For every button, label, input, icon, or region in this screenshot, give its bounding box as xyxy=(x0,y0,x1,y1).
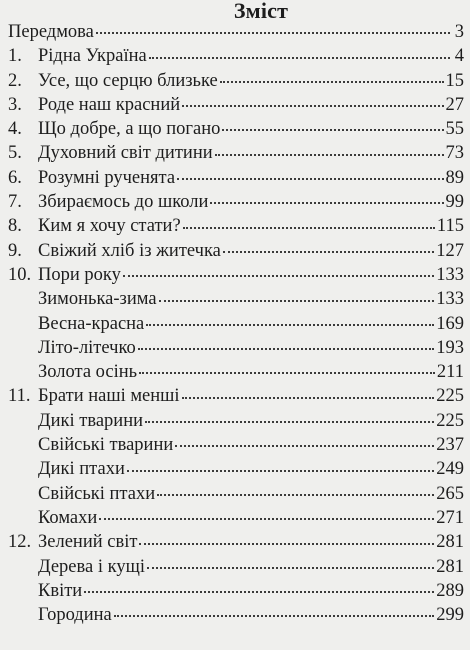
toc-entry-number: 1. xyxy=(8,46,22,67)
toc-page-number: 281 xyxy=(436,532,464,553)
toc-entry xyxy=(8,166,464,190)
toc-subentry xyxy=(8,506,464,530)
toc-entry-label: Роде наш красний xyxy=(38,94,181,115)
toc-page-number: 27 xyxy=(445,94,464,115)
dot-leader xyxy=(147,567,434,569)
toc-entry-label: Свійські птахи xyxy=(38,483,156,504)
toc-page-number: 133 xyxy=(436,264,464,285)
toc-page-number: 15 xyxy=(445,70,464,91)
toc-entry xyxy=(8,263,464,287)
toc-entry xyxy=(8,93,464,117)
toc-entry-number: 4. xyxy=(8,119,22,140)
dot-leader xyxy=(149,57,450,59)
toc-page-number: 193 xyxy=(436,337,464,358)
toc-entry-label: Передмова xyxy=(8,22,94,42)
toc-page-number: 249 xyxy=(436,459,464,480)
toc-subentry xyxy=(8,287,464,311)
dot-leader xyxy=(182,397,435,399)
toc-page-number: 299 xyxy=(436,605,464,626)
toc-subentry xyxy=(8,555,464,579)
toc-subentry xyxy=(8,433,464,457)
toc-entry-label: Усе, що серцю близьке xyxy=(38,70,218,91)
toc-entry-number: 2. xyxy=(8,70,22,91)
toc-entry xyxy=(8,141,464,165)
dot-leader xyxy=(139,543,434,545)
toc-page-number: 281 xyxy=(436,556,464,577)
toc-page-number: 133 xyxy=(436,289,464,310)
table-of-contents xyxy=(8,20,464,627)
toc-subentry xyxy=(8,409,464,433)
dot-leader xyxy=(220,81,444,83)
dot-leader xyxy=(222,129,443,131)
toc-subentry xyxy=(8,457,464,481)
toc-page-number: 73 xyxy=(445,143,464,164)
toc-entry-label: Ким я хочу стати? xyxy=(38,216,181,237)
toc-entry-label: Розумні рученята xyxy=(38,167,176,188)
toc-entry-number: 5. xyxy=(8,143,22,164)
dot-leader xyxy=(145,421,434,423)
dot-leader xyxy=(123,275,434,277)
toc-subentry xyxy=(8,603,464,627)
toc-entry-label: Городина xyxy=(38,605,112,626)
toc-subentry xyxy=(8,482,464,506)
toc-entry-label: Дерева і кущі xyxy=(38,556,145,577)
toc-entry xyxy=(8,239,464,263)
toc-entry-label: Пори року xyxy=(38,264,121,285)
toc-page-number: 4 xyxy=(454,46,464,67)
toc-entry-label: Квіти xyxy=(38,580,83,601)
dot-leader xyxy=(146,324,434,326)
toc-page-number: 55 xyxy=(445,119,464,140)
dot-leader xyxy=(127,470,434,472)
toc-entry xyxy=(8,384,464,408)
toc-subentry xyxy=(8,336,464,360)
toc-entry-number: 12. xyxy=(8,532,32,553)
toc-entry-label: Збираємось до школи xyxy=(38,192,209,213)
toc-page-number: 237 xyxy=(436,435,464,456)
toc-entry-label: Літо-літечко xyxy=(38,337,136,358)
toc-entry-label: Рідна Україна xyxy=(38,46,147,67)
toc-entry xyxy=(8,69,464,93)
toc-entry xyxy=(8,44,464,68)
dot-leader xyxy=(114,615,435,617)
toc-entry xyxy=(8,214,464,238)
dot-leader xyxy=(182,105,443,107)
toc-entry-label: Комахи xyxy=(38,507,98,528)
toc-entry-number: 3. xyxy=(8,94,22,115)
dot-leader xyxy=(210,202,443,204)
toc-page-number: 89 xyxy=(445,167,464,188)
page-title: Зміст xyxy=(233,0,289,23)
dot-leader xyxy=(84,591,434,593)
toc-entry-label: Що добре, а що погано xyxy=(38,119,221,140)
dot-leader xyxy=(157,494,434,496)
toc-entry-label: Духовний світ дитини xyxy=(38,143,213,164)
toc-subentry xyxy=(8,312,464,336)
toc-entry-label: Дикі птахи xyxy=(38,459,125,480)
toc-entry-label: Брати наші менші xyxy=(38,386,180,407)
toc-entry xyxy=(8,190,464,214)
dot-leader xyxy=(215,154,444,156)
dot-leader xyxy=(99,518,434,520)
dot-leader xyxy=(139,372,435,374)
dot-leader xyxy=(159,300,435,302)
toc-entry-label: Дикі тварини xyxy=(38,410,144,431)
toc-subentry xyxy=(8,360,464,384)
toc-entry-label: Свіжий хліб із житечка xyxy=(38,240,221,261)
dot-leader xyxy=(175,445,434,447)
toc-entry-label: Зимонька-зима xyxy=(38,289,157,310)
dot-leader xyxy=(96,32,450,34)
toc-entry-number: 8. xyxy=(8,216,22,237)
toc-page-number: 115 xyxy=(436,216,464,237)
toc-entry-number: 10. xyxy=(8,264,32,285)
toc-page-number: 99 xyxy=(445,192,464,213)
toc-entry-label: Золота осінь xyxy=(38,362,138,383)
dot-leader xyxy=(138,348,435,350)
toc-page-number: 211 xyxy=(436,362,464,383)
toc-page-number: 169 xyxy=(436,313,464,334)
toc-entry-label: Свійські тварини xyxy=(38,435,174,456)
toc-entry xyxy=(8,20,464,44)
toc-entry xyxy=(8,530,464,554)
toc-entry-number: 6. xyxy=(8,167,22,188)
toc-page-number: 289 xyxy=(436,580,464,601)
toc-page-number: 271 xyxy=(436,507,464,528)
dot-leader xyxy=(177,178,443,180)
toc-page-number: 225 xyxy=(436,386,464,407)
toc-page-number: 225 xyxy=(436,410,464,431)
dot-leader xyxy=(223,251,434,253)
toc-entry-label: Зелений світ xyxy=(38,532,138,553)
toc-entry-number: 11. xyxy=(8,386,31,407)
toc-entry-label: Весна-красна xyxy=(38,313,145,334)
dot-leader xyxy=(183,227,435,229)
toc-page-number: 127 xyxy=(436,240,464,261)
toc-entry-number: 7. xyxy=(8,192,22,213)
toc-page-number: 265 xyxy=(436,483,464,504)
toc-page-number: 3 xyxy=(454,22,464,42)
toc-entry xyxy=(8,117,464,141)
toc-entry-number: 9. xyxy=(8,240,22,261)
toc-subentry xyxy=(8,579,464,603)
